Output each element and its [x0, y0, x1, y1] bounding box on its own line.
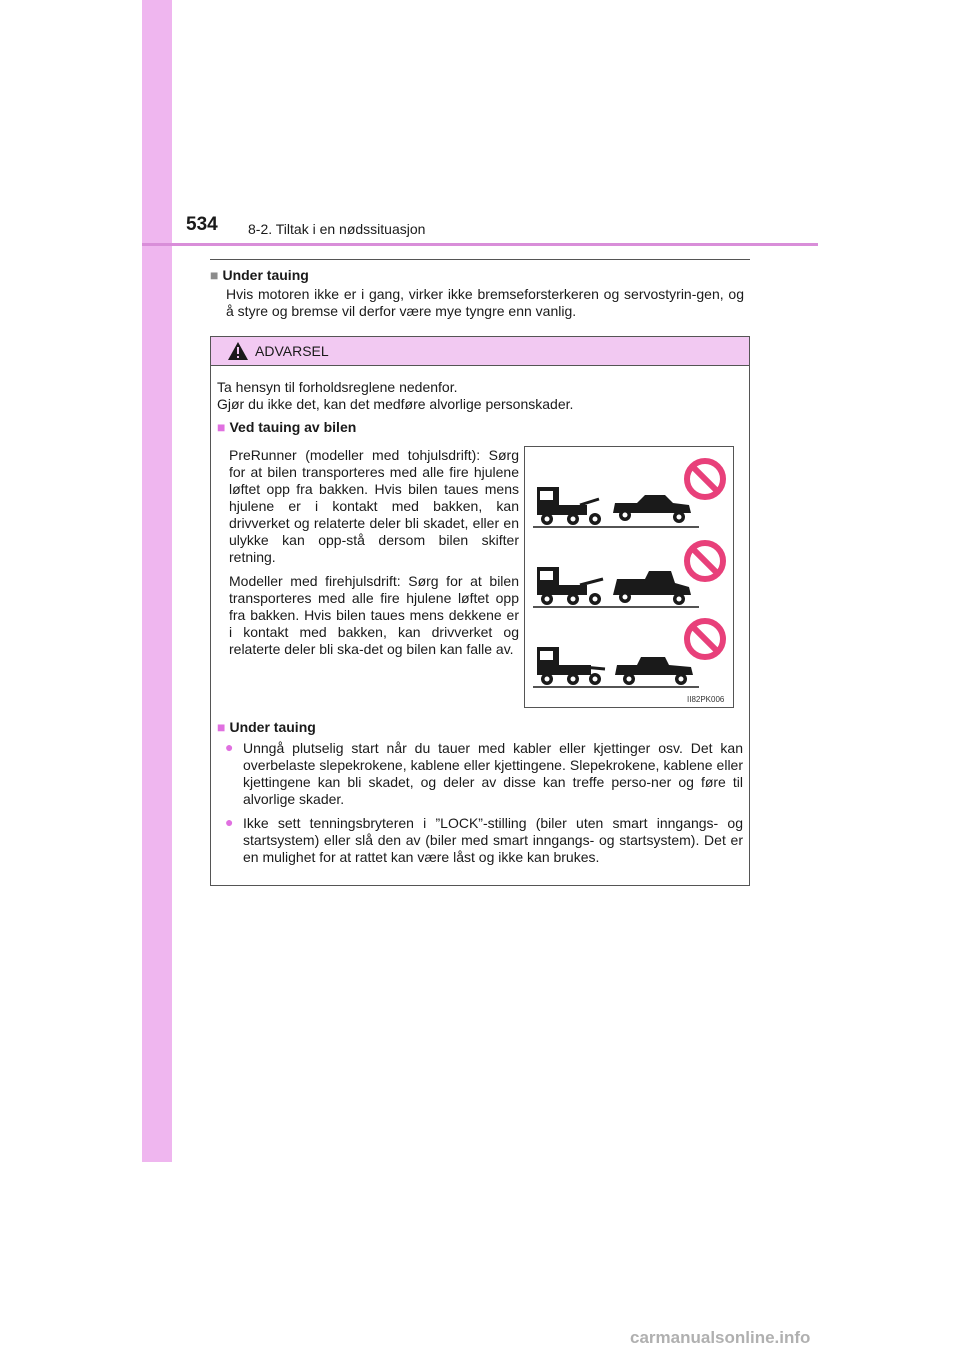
page-number: 534: [186, 214, 218, 235]
round-bullet-icon: ●: [225, 739, 234, 755]
warning-intro-line1: Ta hensyn til forholdsreglene nedenfor.: [217, 379, 458, 395]
content-rule: [210, 259, 750, 260]
intro-body: Hvis motoren ikke er i gang, virker ikke bremseforsterkeren og servostyrin-gen, og å styre og bremse vil derfor være mye tyngre enn vanlig.: [226, 286, 744, 319]
prohibition-icon: [687, 543, 723, 579]
round-bullet-icon: ●: [225, 814, 234, 830]
square-bullet-icon: ■: [217, 719, 226, 735]
header-rule: [142, 243, 818, 246]
warning-label: ADVARSEL: [255, 343, 329, 359]
towing-illustration: [524, 446, 734, 708]
watermark: carmanualsonline.info: [630, 1328, 811, 1347]
square-bullet-icon: ■: [217, 419, 226, 435]
prohibition-icon: [687, 621, 723, 657]
tow-truck-icon: [533, 567, 699, 607]
section-title: 8-2. Tiltak i en nødssituasjon: [248, 221, 426, 237]
side-band: [142, 0, 172, 1162]
section1-para2: Modeller med firehjulsdrift: Sørg for at bilen transporteres med alle fire hjulene løftet opp fra bakken. Hvis bilen taues mens dekkene er i kontakt med bakken, kan drivverket og relaterte deler bli ska-det og bilen kan falle av.: [229, 573, 519, 657]
tow-truck-icon: [533, 647, 699, 687]
warning-header: [211, 337, 749, 366]
section1-heading: ■ Ved tauing av bilen: [217, 419, 357, 435]
section1-para1: PreRunner (modeller med tohjulsdrift): Sørg for at bilen transporteres med alle fire hjulene løftet opp fra bakken. Hvis bilen taues mens hjulene er i kontakt med bakken, kan drivverket og relaterte deler bli skadet, eller en ulykke kan opp-stå dersom bilen skifter retning.: [229, 447, 519, 565]
tow-truck-icon: [533, 487, 699, 527]
intro-heading: ■ Under tauing: [210, 267, 309, 283]
warning-intro-line2: Gjør du ikke det, kan det medføre alvorlige personskader.: [217, 396, 574, 412]
section2-bullet1: Unngå plutselig start når du tauer med kabler eller kjettinger osv. Det kan overbelaste slepekrokene, kablene eller kjettingene. Slepekrokene, kablene eller kjettingene kan bli skadet, og deler av disse kan treffe perso-ner og føre til alvorlige skader.: [243, 740, 743, 807]
prohibition-icon: [687, 461, 723, 497]
illustration-code: II82PK006: [687, 695, 725, 704]
warning-triangle-icon: [227, 341, 249, 361]
square-bullet-icon: ■: [210, 267, 219, 283]
section2-heading: ■ Under tauing: [217, 719, 316, 735]
towing-scenes: [525, 447, 733, 691]
section2-bullet2: Ikke sett tenningsbryteren i ”LOCK”-stilling (biler uten smart inngangs- og startsystem) eller slå den av (biler med smart inngangs- og startsystem). Det er en mulighet for at rattet kan være låst og ikke kan brukes.: [243, 815, 743, 865]
